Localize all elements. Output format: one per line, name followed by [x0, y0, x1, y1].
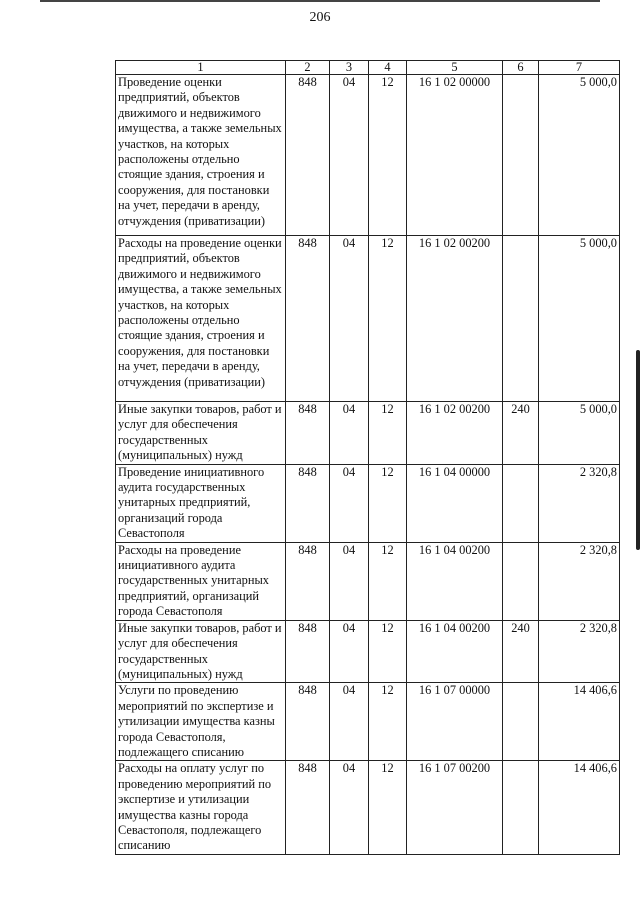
scan-edge-shadow	[636, 350, 640, 550]
column-header-3: 3	[330, 61, 369, 75]
row-code-4: 12	[369, 542, 407, 620]
row-amount: 14 406,6	[539, 761, 620, 854]
row-code-4: 12	[369, 620, 407, 683]
row-code-6	[503, 236, 539, 402]
row-amount: 14 406,6	[539, 683, 620, 761]
table-row	[116, 761, 620, 854]
row-amount: 5 000,0	[539, 236, 620, 402]
row-name: Проведение инициативного аудита государственных унитарных предприятий, организаций города Севастополя	[116, 464, 286, 542]
column-header-6: 6	[503, 61, 539, 75]
row-code-3: 04	[330, 683, 369, 761]
row-code-6: 240	[503, 620, 539, 683]
row-code-2: 848	[286, 620, 330, 683]
row-amount: 2 320,8	[539, 464, 620, 542]
row-code-3: 04	[330, 542, 369, 620]
table-row	[116, 464, 620, 542]
row-code-5: 16 1 04 00200	[407, 620, 503, 683]
table-row	[116, 75, 620, 236]
table-row	[116, 236, 620, 402]
row-code-3: 04	[330, 402, 369, 465]
row-code-3: 04	[330, 464, 369, 542]
row-code-6: 240	[503, 402, 539, 465]
header-row	[116, 61, 620, 75]
row-code-2: 848	[286, 683, 330, 761]
row-name: Иные закупки товаров, работ и услуг для обеспечения государственных (муниципальных) нужд	[116, 402, 286, 465]
row-code-3: 04	[330, 761, 369, 854]
row-name: Расходы на проведение инициативного аудита государственных унитарных предприятий, организаций города Севастополя	[116, 542, 286, 620]
row-name: Расходы на оплату услуг по проведению мероприятий по экспертизе и утилизации имущества казны города Севастополя, подлежащего списанию	[116, 761, 286, 854]
column-header-7: 7	[539, 61, 620, 75]
row-amount: 2 320,8	[539, 620, 620, 683]
row-code-3: 04	[330, 236, 369, 402]
row-code-6	[503, 542, 539, 620]
table-row	[116, 620, 620, 683]
row-name: Услуги по проведению мероприятий по экспертизе и утилизации имущества казны города Севастополя, подлежащего списанию	[116, 683, 286, 761]
row-code-6	[503, 683, 539, 761]
row-code-5: 16 1 02 00200	[407, 402, 503, 465]
row-code-3: 04	[330, 620, 369, 683]
column-header-4: 4	[369, 61, 407, 75]
row-code-2: 848	[286, 761, 330, 854]
column-header-2: 2	[286, 61, 330, 75]
row-code-4: 12	[369, 75, 407, 236]
row-amount: 5 000,0	[539, 402, 620, 465]
row-name: Проведение оценки предприятий, объектов движимого и недвижимого имущества, а также земельных участков, на которых расположены отдельно стоящие здания, строения и сооружения, для постановки на учет, передачи в аренду, отчуждения (приватизации)	[116, 75, 286, 236]
row-code-4: 12	[369, 464, 407, 542]
row-code-5: 16 1 02 00000	[407, 75, 503, 236]
row-code-6	[503, 761, 539, 854]
row-code-4: 12	[369, 236, 407, 402]
row-amount: 5 000,0	[539, 75, 620, 236]
row-code-5: 16 1 07 00200	[407, 761, 503, 854]
row-code-6	[503, 464, 539, 542]
row-code-5: 16 1 07 00000	[407, 683, 503, 761]
row-code-6	[503, 75, 539, 236]
column-header-5: 5	[407, 61, 503, 75]
budget-table	[115, 60, 620, 855]
row-code-2: 848	[286, 464, 330, 542]
table-row	[116, 683, 620, 761]
row-code-5: 16 1 04 00200	[407, 542, 503, 620]
row-code-5: 16 1 02 00200	[407, 236, 503, 402]
scan-top-rule	[40, 0, 600, 2]
row-name: Иные закупки товаров, работ и услуг для обеспечения государственных (муниципальных) нужд	[116, 620, 286, 683]
row-code-3: 04	[330, 75, 369, 236]
row-code-2: 848	[286, 542, 330, 620]
table-row	[116, 402, 620, 465]
row-code-2: 848	[286, 236, 330, 402]
page-number: 206	[309, 10, 331, 25]
row-name: Расходы на проведение оценки предприятий, объектов движимого и недвижимого имущества, а также земельных участков, на которых расположены отдельно стоящие здания, строения и сооружения, для постановки на учет, передачи в аренду, отчуждения (приватизации)	[116, 236, 286, 402]
row-amount: 2 320,8	[539, 542, 620, 620]
row-code-4: 12	[369, 683, 407, 761]
table-row	[116, 542, 620, 620]
row-code-4: 12	[369, 761, 407, 854]
column-header-1: 1	[116, 61, 286, 75]
row-code-2: 848	[286, 402, 330, 465]
row-code-4: 12	[369, 402, 407, 465]
row-code-5: 16 1 04 00000	[407, 464, 503, 542]
row-code-2: 848	[286, 75, 330, 236]
